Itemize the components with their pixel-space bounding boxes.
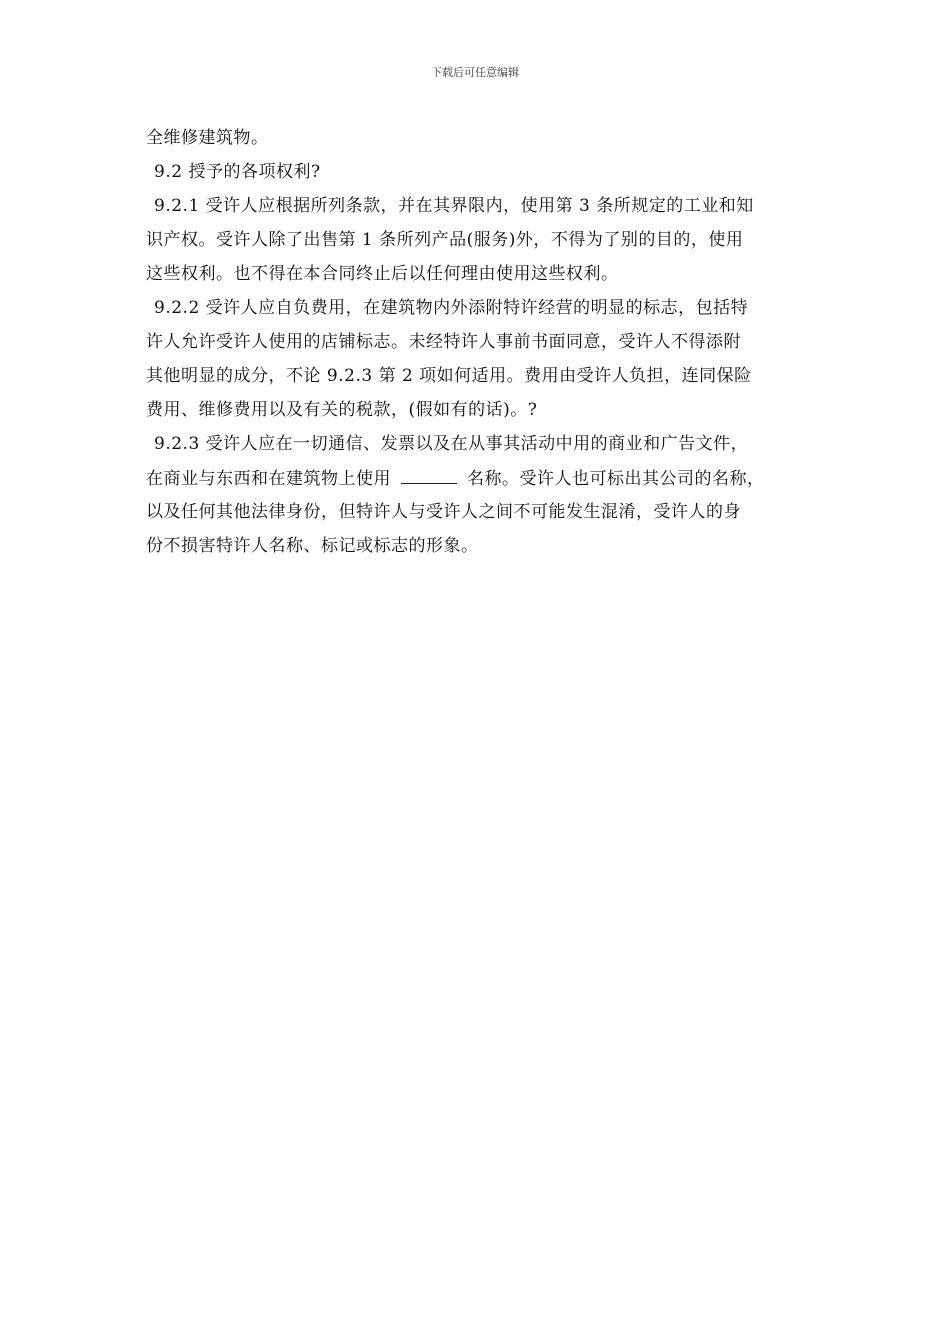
clause-9-2-2-line: 9.2.2 受许人应自负费用，在建筑物内外添附特许经营的明显的标志，包括特 (154, 298, 749, 318)
document-body (146, 121, 814, 563)
clause-9-2-2-line: 许人允许受许人使用的店铺标志。未经特许人事前书面同意，受许人不得添附 (146, 332, 741, 352)
clause-9-2-3-line: 9.2.3 受许人应在一切通信、发票以及在从事其活动中用的商业和广告文件， (154, 434, 749, 454)
clause-9-2-3-line: 以及任何其他法律身份，但特许人与受许人之间不可能发生混淆，受许人的身 (146, 502, 741, 522)
clause-9-2-2-line: 费用、维修费用以及有关的税款，(假如有的话)。? (146, 400, 538, 420)
clause-9-2-1-line: 9.2.1 受许人应根据所列条款，并在其界限内，使用第 3 条所规定的工业和知 (154, 196, 754, 216)
paragraph-line: 全维修建筑物。 (146, 128, 269, 148)
clause-9-2-1-line: 识产权。受许人除了出售第 1 条所列产品(服务)外，不得为了别的目的，使用 (146, 230, 744, 250)
name-blank-field (401, 461, 457, 484)
clause-9-2-3-line: 份不损害特许人名称、标记或标志的形象。 (146, 536, 479, 556)
clause-9-2-3-line-with-blank (146, 461, 814, 495)
section-heading-9-2: 9.2 授予的各项权利? (154, 162, 321, 182)
blank-line-suffix: 名称。受许人也可标出其公司的名称， (467, 469, 765, 489)
blank-line-prefix: 在商业与东西和在建筑物上使用 (146, 469, 391, 489)
clause-9-2-2-line: 其他明显的成分，不论 9.2.3 第 2 项如何适用。费用由受许人负担，连同保险 (146, 366, 752, 386)
clause-9-2-1-line: 这些权利。也不得在本合同终止后以任何理由使用这些权利。 (146, 264, 619, 284)
page-header: 下载后可任意编辑 (431, 66, 519, 79)
